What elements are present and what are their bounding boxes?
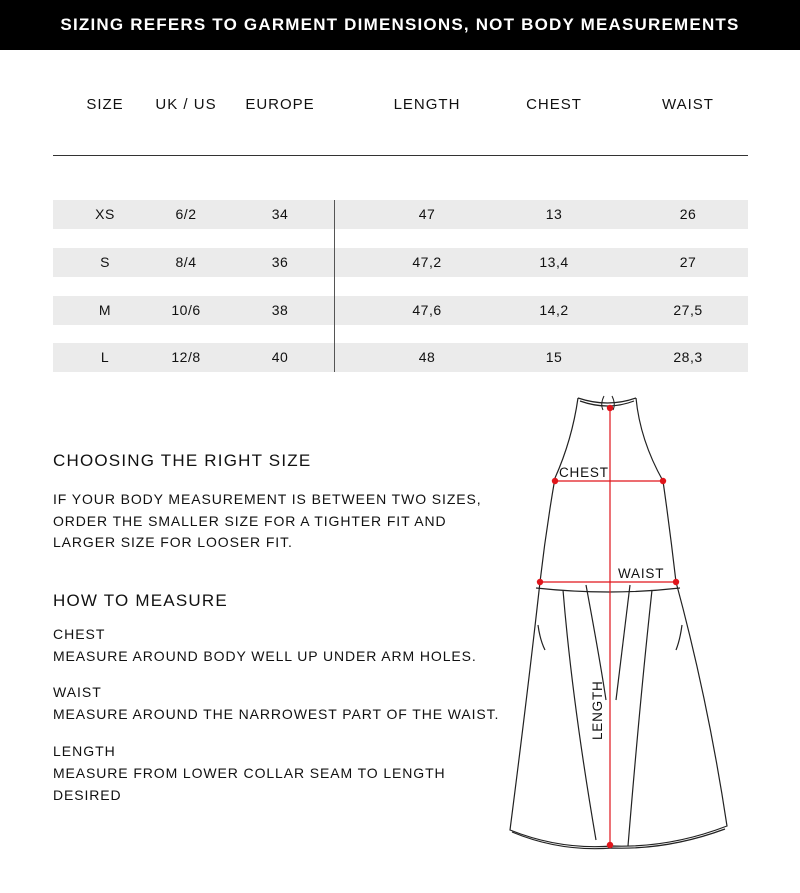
dress-outline [510,398,727,849]
chest-dot-right [660,478,666,484]
cell-uk-us: 8/4 [175,254,197,270]
cell-waist: 27,5 [673,302,703,318]
table-row [53,343,748,372]
length-dot-top [607,405,613,411]
header-length: LENGTH [393,96,461,113]
cell-waist: 27 [679,254,697,270]
header-uk-us: UK / US [155,96,217,113]
length-text [53,763,446,806]
choosing-text [53,489,482,554]
cell-uk-us: 12/8 [171,349,201,365]
cell-europe: 36 [271,254,289,270]
chest-text: MEASURE AROUND BODY WELL UP UNDER ARM HOLES. [53,648,477,664]
cell-waist: 26 [679,206,697,222]
cell-chest: 15 [545,349,563,365]
table-row [53,200,748,229]
length-line: MEASURE FROM LOWER COLLAR SEAM TO LENGTH [53,765,446,781]
cell-waist: 28,3 [673,349,703,365]
cell-uk-us: 6/2 [175,206,197,222]
cell-length: 47,6 [412,302,442,318]
cell-chest: 14,2 [539,302,569,318]
table-row [53,248,748,277]
length-diagram-label: LENGTH [590,680,605,740]
waist-text: MEASURE AROUND THE NARROWEST PART OF THE WAIST. [53,706,500,722]
sizing-banner: SIZING REFERS TO GARMENT DIMENSIONS, NOT BODY MEASUREMENTS [0,0,800,50]
cell-length: 48 [418,349,436,365]
dress-diagram [500,385,730,865]
header-chest: CHEST [526,96,582,113]
header-size: SIZE [86,96,124,113]
cell-chest: 13,4 [539,254,569,270]
choosing-line: IF YOUR BODY MEASUREMENT IS BETWEEN TWO SIZES, [53,491,482,507]
choosing-title: CHOOSING THE RIGHT SIZE [53,451,312,470]
column-divider [334,200,335,372]
length-line: DESIRED [53,786,122,803]
table-row [53,296,748,325]
cell-length: 47 [418,206,436,222]
cell-europe: 40 [271,349,289,365]
waist-diagram-label: WAIST [618,566,665,581]
chest-dot-left [552,478,558,484]
cell-chest: 13 [545,206,563,222]
header-divider [53,155,748,156]
chest-diagram-label: CHEST [559,465,609,480]
chest-label: CHEST [53,626,106,642]
cell-size: M [98,302,112,318]
cell-size: S [100,254,110,270]
length-dot-bottom [607,842,613,848]
choosing-line: ORDER THE SMALLER SIZE FOR A TIGHTER FIT AND [53,512,447,529]
cell-size: L [100,349,110,365]
header-europe: EUROPE [245,96,315,113]
header-waist: WAIST [662,96,714,113]
cell-length: 47,2 [412,254,442,270]
length-label: LENGTH [53,743,116,759]
measure-title: HOW TO MEASURE [53,591,228,610]
cell-size: XS [95,206,115,222]
choosing-line: LARGER SIZE FOR LOOSER FIT. [53,534,293,550]
waist-label: WAIST [53,684,102,700]
cell-europe: 38 [271,302,289,318]
cell-uk-us: 10/6 [171,302,201,318]
waist-dot-left [537,579,543,585]
waist-dot-right [673,579,679,585]
cell-europe: 34 [271,206,289,222]
